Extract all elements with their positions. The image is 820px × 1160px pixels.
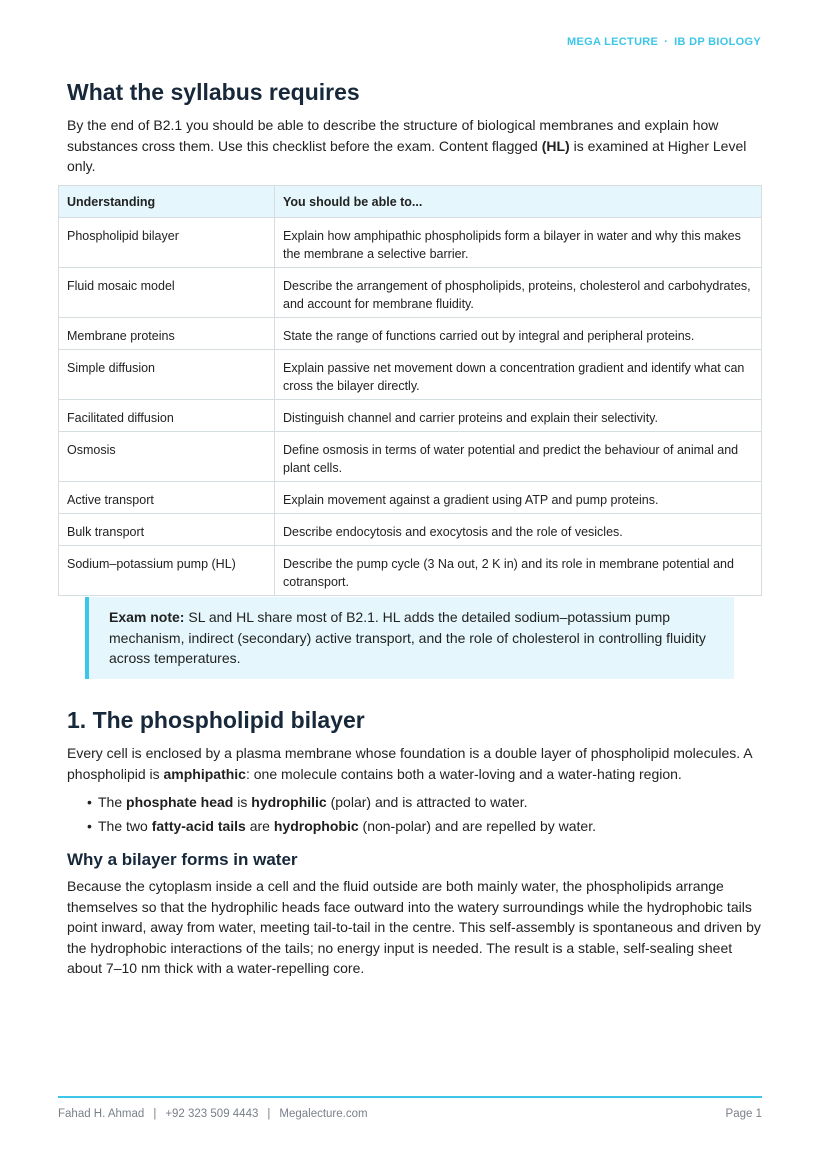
table-row (59, 218, 762, 268)
list-item (87, 790, 762, 814)
term-amphipathic: amphipathic (163, 765, 246, 782)
description-cell: Distinguish channel and carrier proteins and explain their selectivity. (275, 400, 762, 432)
topic-cell: Membrane proteins (59, 318, 275, 350)
footer (58, 1108, 762, 1120)
subheading: Why a bilayer forms in water (67, 850, 298, 870)
intro-section (67, 80, 762, 177)
exam-note-text: SL and HL share most of B2.1. HL adds the detailed sodium–potassium pump mechanism, indirect (secondary) active transport, and the role of cholesterol in controlling fluidity across temperatures. (109, 609, 706, 666)
description-cell: Explain passive net movement down a concentration gradient and identify what can cross the bilayer directly. (275, 350, 762, 400)
brand-separator: · (664, 36, 669, 48)
course-name: IB DP BIOLOGY (674, 36, 761, 48)
table-header-row (59, 186, 762, 218)
term-phosphate-head: phosphate head (126, 794, 234, 811)
bullet-text: are (245, 818, 274, 835)
page-title: What the syllabus requires (67, 79, 360, 105)
table-row (59, 546, 762, 596)
topic-cell: Active transport (59, 482, 275, 514)
subsection-paragraph: Because the cytoplasm inside a cell and the fluid outside are both mainly water, the phospholipids arrange themselves so that the hydrophilic heads face outward into the watery surroundings while the hydrophobic tails point inward, away from water, meeting tail-to-tail in the centre. This self-assembly is spontaneous and driven by the hydrophobic interactions of the tails; no energy input is needed. The result is a stable, self-sealing sheet about 7–10 nm thick with a water-repelling core. (67, 878, 761, 977)
description-cell: Describe the arrangement of phospholipids, proteins, cholesterol and carbohydrates, and account for membrane fluidity. (275, 268, 762, 318)
website-link[interactable]: Megalecture.com (279, 1108, 368, 1120)
description-cell: Explain how amphipathic phospholipids form a bilayer in water and why this makes the membrane a selective barrier. (275, 218, 762, 268)
table-row (59, 268, 762, 318)
section-paragraph (67, 743, 762, 784)
description-cell: State the range of functions carried out by integral and peripheral proteins. (275, 318, 762, 350)
table-row (59, 482, 762, 514)
topic-cell: Simple diffusion (59, 350, 275, 400)
exam-note-label: Exam note: (109, 609, 185, 625)
topic-cell: Sodium–potassium pump (HL) (59, 546, 275, 596)
topic-cell: Facilitated diffusion (59, 400, 275, 432)
bullet-text: The (98, 794, 127, 811)
author-name: Fahad H. Ahmad (58, 1108, 145, 1120)
topic-cell: Osmosis (59, 432, 275, 482)
section-title: 1. The phospholipid bilayer (67, 707, 365, 733)
brand-name: MEGA LECTURE (567, 36, 659, 48)
intro-paragraph (67, 115, 762, 177)
description-cell: Describe the pump cycle (3 Na out, 2 K in) and its role in membrane potential and cotransport. (275, 546, 762, 596)
header-understanding: Understanding (59, 186, 275, 218)
topic-cell: Fluid mosaic model (59, 268, 275, 318)
phone-number: +92 323 509 4443 (165, 1108, 259, 1120)
syllabus-table (58, 185, 762, 596)
bullet-text: (polar) and is attracted to water. (326, 794, 528, 811)
topic-cell: Phospholipid bilayer (59, 218, 275, 268)
term-fatty-acid-tails: fatty-acid tails (151, 818, 246, 835)
term-hydrophobic: hydrophobic (273, 818, 359, 835)
bullet-text: is (233, 794, 252, 811)
term-hydrophilic: hydrophilic (251, 794, 327, 811)
topic-cell: Bulk transport (59, 514, 275, 546)
bullet-list (67, 790, 762, 838)
table-row (59, 318, 762, 350)
section-bilayer (67, 708, 762, 979)
footer-separator: | (153, 1108, 157, 1120)
exam-note-callout (85, 597, 734, 679)
header-able-to: You should be able to... (275, 186, 762, 218)
table-row (59, 514, 762, 546)
bullet-text: (non-polar) and are repelled by water. (358, 818, 596, 835)
footer-divider (58, 1096, 762, 1098)
description-cell: Define osmosis in terms of water potential and predict the behaviour of animal and plant cells. (275, 432, 762, 482)
intro-text-2: is examined at Higher Level only. (67, 137, 747, 175)
description-cell: Explain movement against a gradient using ATP and pump proteins. (275, 482, 762, 514)
section-text-2: : one molecule contains both a water-loving and a water-hating region. (245, 765, 682, 782)
table-row (59, 350, 762, 400)
description-cell: Describe endocytosis and exocytosis and the role of vesicles. (275, 514, 762, 546)
footer-separator: | (267, 1108, 271, 1120)
page-number: Page 1 (725, 1108, 762, 1120)
intro-text-1: By the end of B2.1 you should be able to describe the structure of biological membranes and explain how substances cross them. Use this checklist before the exam. Content flagged (67, 117, 719, 154)
section-text-1: Every cell is enclosed by a plasma membrane whose foundation is a double layer of phospholipid molecules. A phospholipid is (67, 745, 752, 782)
header-brand (567, 36, 761, 48)
table-row (59, 432, 762, 482)
list-item (87, 814, 762, 838)
hl-flag: (HL) (541, 137, 570, 154)
table-row (59, 400, 762, 432)
bullet-text: The two (98, 818, 152, 835)
